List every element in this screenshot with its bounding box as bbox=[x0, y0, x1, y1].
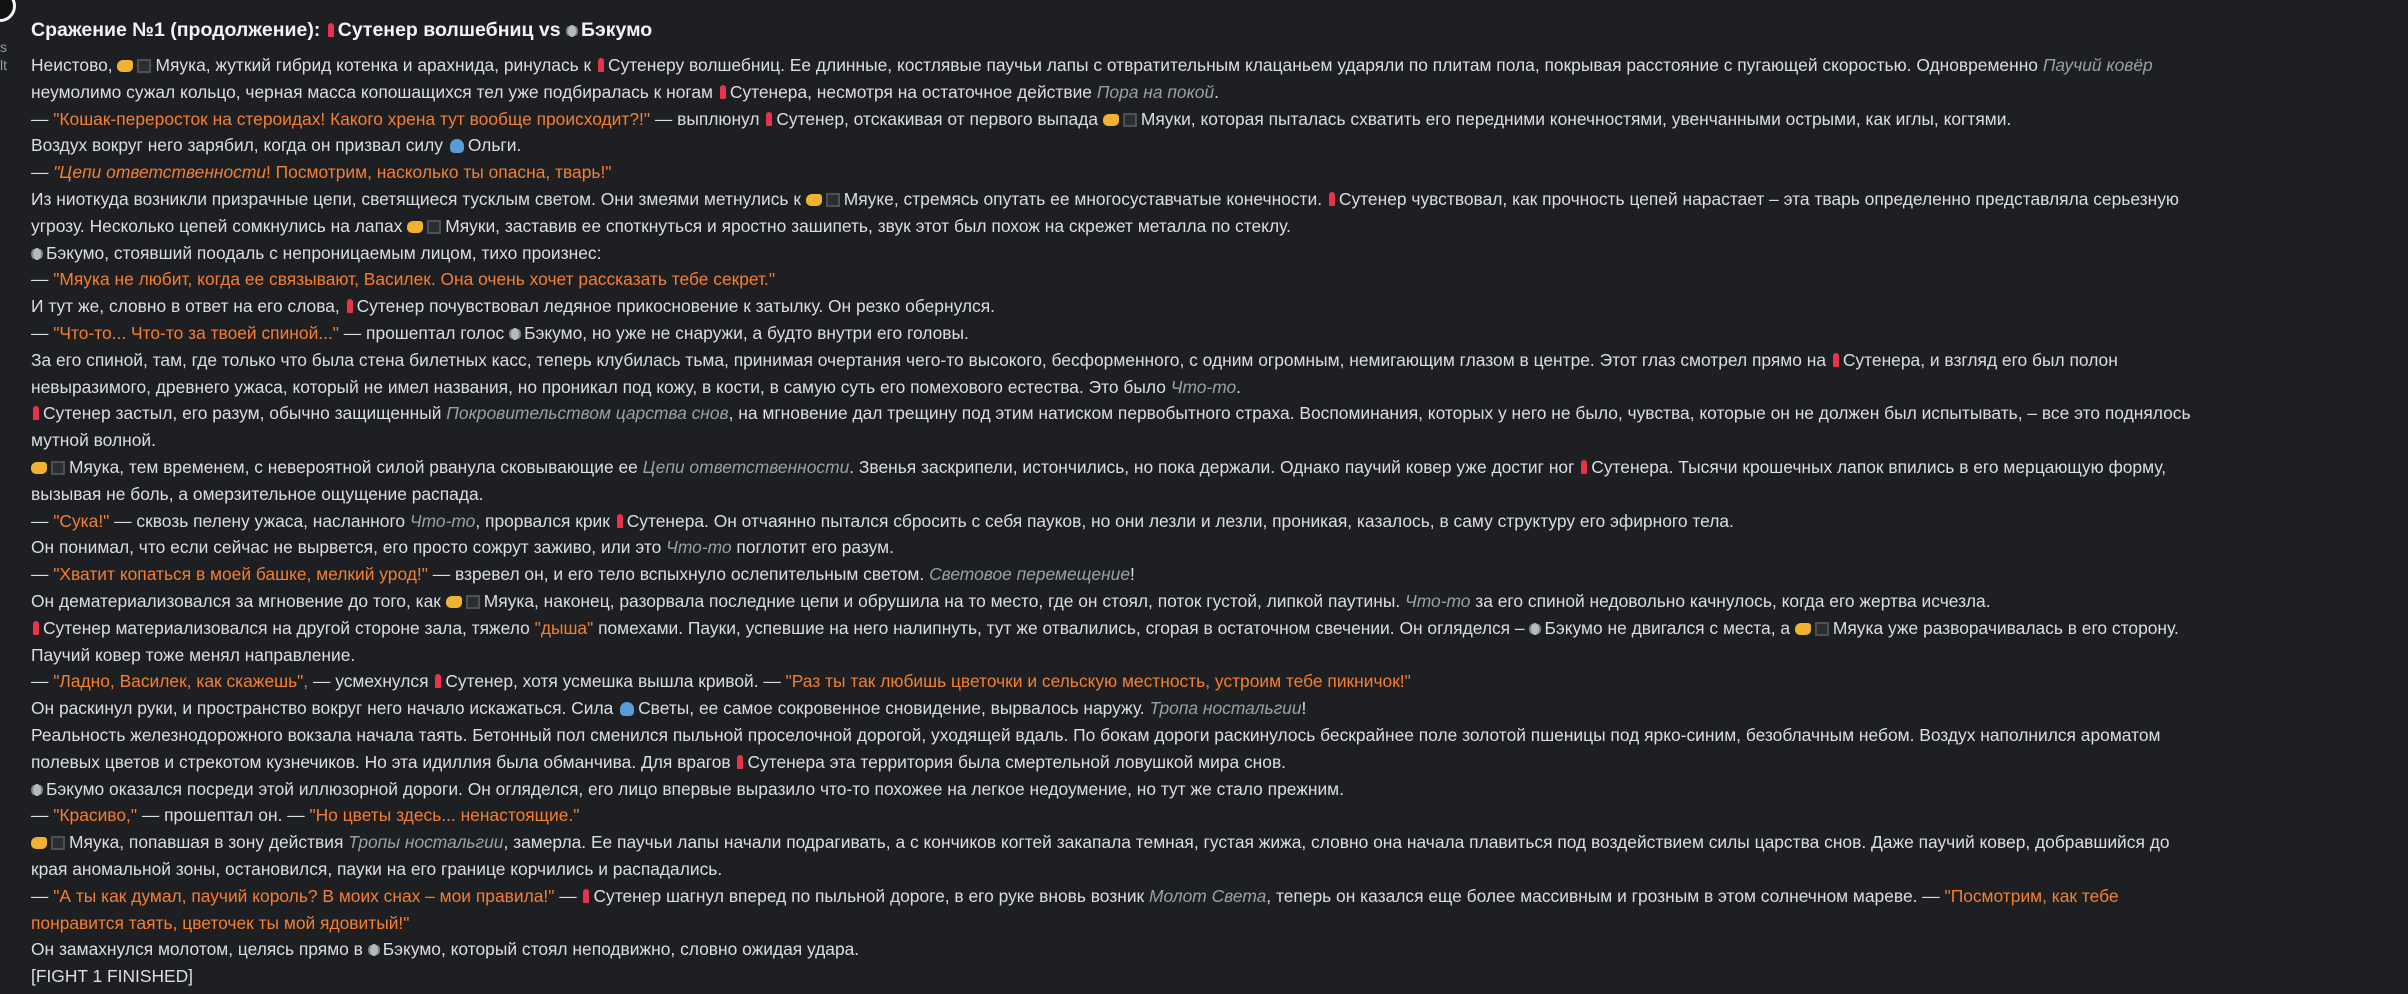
story-line: Мяука, попавшая в зону действия Тропы ностальгии, замерла. Ее паучьи лапы начали подрагивать, а с кончиков когтей закапала темная, густая жижа, словно она начала плавиться под воздействием силы царства снов. Даже паучий ковер, добравшийся до bbox=[31, 829, 2391, 856]
mage-icon bbox=[450, 139, 464, 153]
story-line: Он дематериализовался за мгновение до того, как Мяука, наконец, разорвала последние цепи и обрушила на то место, где он стоял, поток густой, липкой паутины. Что-то за его спиной недовольно качнулось, когда его жертва исчезла. bbox=[31, 588, 2391, 615]
cat-icon bbox=[806, 186, 840, 213]
spider-icon bbox=[568, 25, 576, 37]
story-line: — "А ты как думал, паучий король? В моих снах – мои правила!" — Сутенер шагнул вперед по пыльной дороге, в его руке вновь возник Молот Света, теперь он казался еще более массивным и грозным в этом солнечном мареве. — "Посмотрим, как тебе bbox=[31, 885, 2119, 906]
black-square-icon bbox=[1123, 113, 1137, 127]
spider-icon bbox=[33, 248, 41, 260]
story-line: Бэкумо оказался посреди этой иллюзорной дороги. Он огляделся, его лицо впервые выразило что-то похожее на легкое недоумение, но тут же стало прежним. bbox=[31, 776, 2391, 803]
title-left-fighter: Сутенер волшебниц bbox=[337, 19, 534, 41]
lipstick-icon bbox=[1329, 192, 1335, 206]
lipstick-icon bbox=[617, 514, 623, 528]
cat-icon bbox=[1795, 615, 1829, 642]
left-sidebar-edge bbox=[0, 0, 14, 994]
story-line: Бэкумо, стоявший поодаль с непроницаемым лицом, тихо произнес: bbox=[31, 240, 2391, 267]
black-square-icon bbox=[51, 461, 65, 475]
story-line: невыразимого, древнего ужаса, который не имел названия, но проникал под кожу, в кости, в самую суть его помехового естества. Это было Что-то. bbox=[31, 376, 1242, 397]
story-line: угрозу. Несколько цепей сомкнулись на лапах Мяуки, заставив ее споткнуться и яростно зашипеть, звук этот был похож на скрежет металла по стеклу. bbox=[31, 213, 2391, 240]
cat-icon bbox=[31, 454, 65, 481]
lipstick-icon bbox=[720, 85, 726, 99]
sidebar-text-fragment: lt bbox=[0, 57, 7, 73]
message-content bbox=[31, 16, 2391, 990]
story-line: — "Что-то... Что-то за твоей спиной..." — прошептал голос Бэкумо, но уже не снаружи, а будто внутри его головы. bbox=[31, 322, 969, 343]
story-line: — "Мяука не любит, когда ее связывают, Василек. Она очень хочет рассказать тебе секрет." bbox=[31, 269, 776, 290]
story-line: Он замахнулся молотом, целясь прямо в Бэкумо, который стоял неподвижно, словно ожидая удара. bbox=[31, 939, 860, 960]
spider-icon bbox=[1531, 623, 1539, 635]
story-line: полевых цветов и стрекотом кузнечиков. Но эта идиллия была обманчива. Для врагов Сутенера эта территория была смертельной ловушкой мира снов. bbox=[31, 751, 1287, 772]
lipstick-icon bbox=[737, 755, 743, 769]
story-line: Паучий ковер тоже менял направление. bbox=[31, 644, 356, 665]
story-line: вызывая не боль, а омерзительное ощущение распада. bbox=[31, 483, 484, 504]
story-line: Он раскинул руки, и пространство вокруг него начало искажаться. Сила Светы, ее самое сокровенное сновидение, вырвалось наружу. Тропа ностальгии! bbox=[31, 698, 1307, 719]
story-line: За его спиной, там, где только что была стена билетных касс, теперь клубилась тьма, принимая очертания чего-то высокого, бесформенного, с одним огромным, немигающим глазом в центре. Этот глаз смотрел прямо на Сутенера, и взгляд его был полон bbox=[31, 349, 2118, 370]
fight-finished-marker: [FIGHT 1 FINISHED] bbox=[31, 966, 194, 987]
story-line: — "Хватит копаться в моей башке, мелкий урод!" — взревел он, и его тело вспыхнуло ослепительным светом. Световое перемещение! bbox=[31, 564, 1135, 585]
black-square-icon bbox=[427, 220, 441, 234]
story-line: — "Кошак-переросток на стероидах! Какого хрена тут вообще происходит?!" — выплюнул Сутенер, отскакивая от первого выпада Мяуки, которая пыталась схватить его передними конечностями, увенчанными острыми, как иглы, когтями. bbox=[31, 106, 2391, 133]
story-line: края аномальной зоны, остановился, пауки на его границе корчились и распадались. bbox=[31, 858, 723, 879]
black-square-icon bbox=[466, 595, 480, 609]
story-line: — "Красиво," — прошептал он. — "Но цветы здесь... ненастоящие." bbox=[31, 805, 580, 826]
cat-icon bbox=[407, 213, 441, 240]
lipstick-icon bbox=[1581, 460, 1587, 474]
title-right-fighter: Бэкумо bbox=[581, 19, 653, 41]
sidebar-text-fragment: s bbox=[0, 39, 7, 55]
story-line: Сутенер застыл, его разум, обычно защищенный Покровительством царства снов, на мгновение дал трещину под этим натиском первобытного страха. Воспоминания, которых у него не было, чувства, которые он не должен был испытывать, – все это поднялось bbox=[31, 400, 2391, 427]
lipstick-icon bbox=[1833, 353, 1839, 367]
story-line: понравится таять, цветочек ты мой ядовитый!" bbox=[31, 912, 410, 933]
story-line: — "Цепи ответственности! Посмотрим, насколько ты опасна, тварь!" bbox=[31, 162, 612, 183]
story-line: неумолимо сужал кольцо, черная масса копошащихся тел уже подбиралась к ногам Сутенера, несмотря на остаточное действие Пора на покой. bbox=[31, 81, 1219, 102]
cat-icon bbox=[117, 52, 151, 79]
black-square-icon bbox=[51, 836, 65, 850]
lipstick-icon bbox=[598, 58, 604, 72]
spider-icon bbox=[33, 784, 41, 796]
title-prefix: Сражение №1 (продолжение): bbox=[31, 19, 321, 41]
story-line: — "Сука!" — сквозь пелену ужаса, насланного Что-то, прорвался крик Сутенера. Он отчаянно пытался сбросить с себя пауков, но они лезли и лезли, проникая, казалось, в саму структуру его эфирного тела. bbox=[31, 510, 1734, 531]
spider-icon bbox=[511, 328, 519, 340]
black-square-icon bbox=[1815, 622, 1829, 636]
story-line: Реальность железнодорожного вокзала начала таять. Бетонный пол сменился пыльной проселочной дорогой, уходящей вдаль. По бокам дороги раскинулось бескрайнее поле золотой пшеницы под ярко-синим, безоблачным небом. Воздух наполнился ароматом bbox=[31, 724, 2161, 745]
story-line: Сутенер материализовался на другой стороне зала, тяжело "дыша" помехами. Пауки, успевшие на него налипнуть, тут же отвалились, сгорая в остаточном свечении. Он огляделся – Бэкумо не двигался с места, а Мяука уже разворачивалась в его сторону. bbox=[31, 615, 2391, 642]
cat-icon bbox=[31, 829, 65, 856]
message-title bbox=[31, 16, 2391, 44]
story-line: Из ниоткуда возникли призрачные цепи, светящиеся тусклым светом. Они змеями метнулись к Мяуке, стремясь опутать ее многосуставчатые конечности. Сутенер чувствовал, как прочность цепей нарастает – эта тварь определенно представляла серьезную bbox=[31, 186, 2391, 213]
story-line: мутной волной. bbox=[31, 430, 156, 451]
black-square-icon bbox=[826, 193, 840, 207]
story-line: — "Ладно, Василек, как скажешь", — усмехнулся Сутенер, хотя усмешка вышла кривой. — "Раз ты так любишь цветочки и сельскую местность, устроим тебе пикничок!" bbox=[31, 671, 1411, 692]
lipstick-icon bbox=[33, 621, 39, 635]
lipstick-icon bbox=[583, 889, 589, 903]
title-vs: vs bbox=[538, 19, 561, 41]
cat-icon bbox=[446, 588, 480, 615]
lipstick-icon bbox=[328, 23, 334, 37]
user-avatar[interactable] bbox=[0, 0, 16, 22]
story-line: Он понимал, что если сейчас не вырвется, его просто сожрут заживо, или это Что-то поглотит его разум. bbox=[31, 537, 894, 558]
lipstick-icon bbox=[766, 112, 772, 126]
cat-icon bbox=[1103, 106, 1137, 133]
lipstick-icon bbox=[33, 406, 39, 420]
spider-icon bbox=[370, 944, 378, 956]
mage-icon bbox=[620, 702, 634, 716]
story-line: Воздух вокруг него зарябил, когда он призвал силу Ольги. bbox=[31, 135, 522, 156]
lipstick-icon bbox=[347, 299, 353, 313]
story-line: Мяука, тем временем, с невероятной силой рванула сковывающие ее Цепи ответственности. Звенья заскрипели, истончились, но пока держали. Однако паучий ковер уже достиг ног Сутенера. Тысячи крошечных лапок впились в его мерцающую форму, bbox=[31, 454, 2391, 481]
lipstick-icon bbox=[435, 674, 441, 688]
story-line: Неистово, Мяука, жуткий гибрид котенка и арахнида, ринулась к Сутенеру волшебниц. Ее длинные, костлявые паучьи лапы с отвратительным клацаньем ударяли по плитам пола, покрывая расстояние с пугающей скоростью. Одновременно Паучий ковёр bbox=[31, 52, 2391, 79]
black-square-icon bbox=[137, 59, 151, 73]
story-line: И тут же, словно в ответ на его слова, Сутенер почувствовал ледяное прикосновение к затылку. Он резко обернулся. bbox=[31, 296, 995, 317]
